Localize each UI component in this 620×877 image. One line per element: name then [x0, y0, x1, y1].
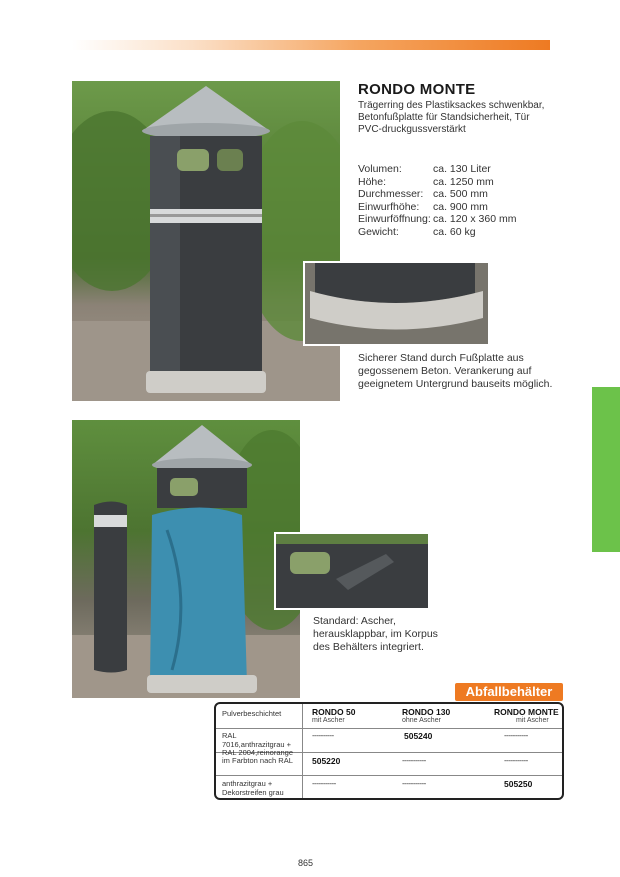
spec-row [358, 188, 516, 201]
spec-row [358, 201, 516, 214]
row-label: im Farbton nach RAL [222, 756, 293, 765]
bin-illustration [72, 81, 340, 401]
spec-row [358, 226, 516, 239]
spec-row [358, 176, 516, 189]
spec-row [358, 163, 516, 176]
open-bin-illustration [72, 420, 300, 698]
spec-label: Einwurfhöhe: [358, 200, 420, 213]
caption-ashtray: Standard: Ascher, herausklappbar, im Korpus des Behälters integriert. [313, 615, 438, 653]
column-subheader: ohne Ascher [402, 717, 441, 724]
spec-value: ca. 1250 mm [433, 175, 494, 188]
spec-value: ca. 60 kg [433, 225, 476, 238]
spec-label: Einwurföffnung: [358, 213, 431, 225]
header-accent-bar [72, 40, 550, 50]
column-header: RONDO MONTE [494, 707, 559, 717]
section-tab [592, 387, 620, 552]
article-number: 505240 [404, 731, 433, 741]
category-badge: Abfallbehälter [455, 683, 563, 701]
article-number: 505220 [312, 756, 341, 766]
column-header: RONDO 50 [312, 707, 356, 717]
product-photo-open [72, 420, 300, 698]
inset-photo-ashtray [274, 532, 430, 610]
column-subheader: mit Ascher [312, 717, 345, 724]
spec-label: Durchmesser: [358, 188, 424, 200]
spec-value: ca. 900 mm [433, 200, 488, 213]
row-label: anthrazitgrau + Dekorstreifen grau [222, 779, 284, 797]
column-header: RONDO 130 [402, 707, 451, 717]
inset-photo-base [303, 261, 490, 346]
column-subheader: mit Ascher [516, 717, 549, 724]
row-label: RAL 7016,anthrazitgrau + RAL 2004,reinorange [222, 731, 294, 757]
caption-base: Sicherer Stand durch Fußplatte aus gegossenem Beton. Verankerung auf geeignetem Untergrund bauseits möglich. [358, 352, 553, 390]
product-description: Trägerring des Plastiksackes schwenkbar, Betonfußplatte für Standsicherheit, Tür PVC-druckgussverstärkt [358, 100, 545, 135]
product-title: RONDO MONTE [358, 81, 476, 98]
spec-value: ca. 500 mm [433, 188, 488, 200]
spec-label: Volumen: [358, 163, 402, 175]
table-header-label: Pulverbeschichtet [222, 709, 282, 718]
article-number: 505250 [504, 779, 533, 789]
row-value: ----------- [312, 779, 336, 788]
row-value: ----------- [504, 756, 528, 765]
row-value: ---------- [312, 731, 334, 740]
spec-row [358, 213, 516, 226]
row-value: ----------- [402, 756, 426, 765]
page-number: 865 [298, 858, 314, 868]
row-value: ----------- [504, 731, 528, 740]
spec-value: ca. 130 Liter [433, 163, 491, 175]
spec-value: ca. 120 x 360 mm [433, 213, 517, 225]
row-value: ----------- [402, 779, 426, 788]
order-table [214, 702, 564, 800]
spec-list [358, 163, 516, 238]
spec-label: Gewicht: [358, 225, 399, 238]
product-photo-main [72, 81, 340, 401]
spec-label: Höhe: [358, 175, 387, 188]
